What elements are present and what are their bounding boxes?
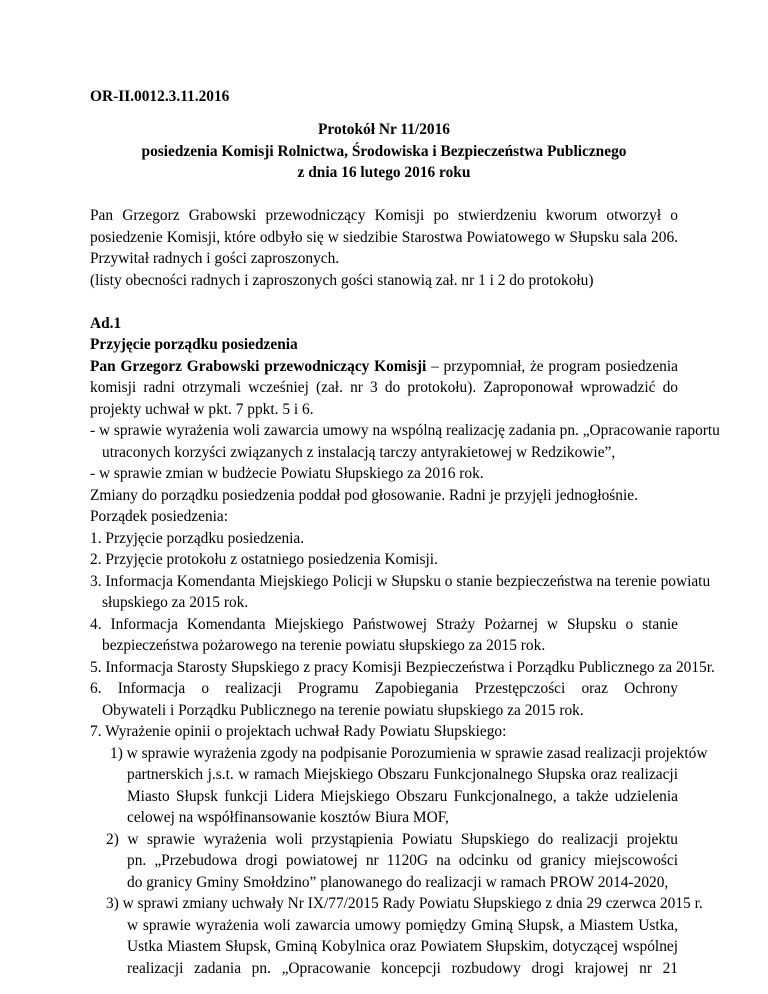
- subitem-1-line-1: 1) w sprawie wyrażenia zgody na podpisanie Porozumienia w sprawie zasad realizacji projektów: [110, 744, 708, 762]
- agenda-item-4-line-1: 4. Informacja Komendanta Miejskiego Państwowej Straży Pożarnej w Słupsku o stanie: [90, 615, 678, 633]
- agenda-item-1: 1. Przyjęcie porządku posiedzenia.: [90, 529, 305, 547]
- agenda-item-7: 7. Wyrażenie opinii o projektach uchwał Rady Powiatu Słupskiego:: [90, 723, 507, 740]
- agenda-item-5: 5. Informacja Starosty Słupskiego z pracy Komisji Bezpieczeństwa i Porządku Publicznego za 2015r.: [90, 658, 715, 676]
- agenda-item-6-line-2: Obywateli i Porządku Publicznego na terenie powiatu słupskiego za 2015 rok.: [102, 701, 584, 719]
- changes-vote-text: Zmiany do porządku posiedzenia poddał pod głosowanie. Radni je przyjęli jednogłośnie.: [90, 486, 638, 504]
- agenda-item-3-line-1: 3. Informacja Komendanta Miejskiego Policji w Słupsku o stanie bezpieczeństwa na terenie powiatu: [90, 572, 711, 590]
- dash-item-1-line-1: - w sprawie wyrażenia woli zawarcia umowy na wspólną realizację zadania pn. „Opracowanie raportu: [90, 422, 720, 439]
- agenda-item-3-line-2: słupskiego za 2015 rok.: [102, 594, 249, 611]
- intro-line-1: Pan Grzegorz Grabowski przewodniczący Komisji po stwierdzeniu kworum otworzył o: [90, 207, 678, 224]
- subitem-2-line-2: pn. „Przebudowa drogi powiatowej nr 1120G na odcinku od granicy miejscowości: [127, 852, 678, 869]
- agenda-item-2: 2. Przyjęcie protokołu z ostatniego posiedzenia Komisji.: [90, 551, 438, 568]
- dash-item-2: - w sprawie zmian w budżecie Powiatu Słupskiego za 2016 rok.: [90, 465, 484, 482]
- section-subheading: Przyjęcie porządku posiedzenia: [90, 336, 298, 353]
- document-body: [90, 205, 720, 979]
- subitem-1-line-4: celowej na współfinansowanie kosztów Biura MOF,: [127, 809, 449, 826]
- speaker-paragraph-line-2: komisji radni otrzymali wcześniej (zał. nr 3 do protokołu). Zaproponował wprowadzić do: [90, 379, 678, 396]
- speaker-name: Pan Grzegorz Grabowski przewodniczący Komisji: [90, 357, 427, 375]
- subitem-3-line-2: w sprawie wyrażenia woli zawarcia umowy pomiędzy Gminą Słupsk, a Miastem Ustka,: [127, 916, 678, 934]
- title-line-1: Protokół Nr 11/2016: [318, 121, 450, 138]
- agenda-heading: Porządek posiedzenia:: [90, 508, 229, 525]
- title-line-2: posiedzenia Komisji Rolnictwa, Środowiska i Bezpieczeństwa Publicznego: [141, 142, 627, 160]
- subitem-2-line-1: 2) w sprawie wyrażenia woli przystąpienia Powiatu Słupskiego do realizacji projektu: [106, 830, 678, 848]
- agenda-item-6-line-1: 6. Informacja o realizacji Programu Zapobiegania Przestępczości oraz Ochrony: [90, 680, 678, 697]
- subitem-2-line-3: do granicy Gminy Smołdzino” planowanego do realizacji w ramach PROW 2014-2020,: [127, 873, 669, 891]
- intro-line-2: posiedzenie Komisji, które odbyło się w siedzibie Starostwa Powiatowego w Słupsku sala 206.: [90, 228, 678, 246]
- speaker-paragraph-line-3: projekty uchwał w pkt. 7 ppkt. 5 i 6.: [90, 400, 314, 418]
- section-heading: Ad.1: [90, 314, 122, 332]
- subitem-3-line-4: realizacji zadania pn. „Opracowanie koncepcji rozbudowy drogi krajowej nr 21: [127, 959, 678, 977]
- title-line-3: z dnia 16 lutego 2016 roku: [297, 164, 471, 181]
- subitem-3-line-3: Ustka Miastem Słupsk, Gminą Kobylnica oraz Powiatem Słupskim, dotyczącej wspólnej: [127, 938, 678, 955]
- subitem-1-line-2: partnerskich j.s.t. w ramach Miejskiego Obszaru Funkcjonalnego Słupska oraz realizacji: [127, 766, 678, 783]
- intro-line-4: (listy obecności radnych i zaproszonych gości stanowią zał. nr 1 i 2 do protokołu): [90, 271, 594, 289]
- dash-item-1-line-2: utraconych korzyści związanych z instalacją tarczy antyrakietowej w Redzikowie”,: [102, 443, 616, 461]
- intro-line-3: Przywitał radnych i gości zaproszonych.: [90, 250, 340, 267]
- subitem-1-line-3: Miasto Słupsk funkcji Lidera Miejskiego Obszaru Funkcjonalnego, a także udzielenia: [127, 787, 678, 805]
- agenda-item-4-line-2: bezpieczeństwa pożarowego na terenie powiatu słupskiego za 2015 rok.: [102, 637, 546, 654]
- document-title: [90, 119, 678, 184]
- subitem-3-line-1: 3) w sprawi zmiany uchwały Nr IX/77/2015 Rady Powiatu Słupskiego z dnia 29 czerwca 2015 r.: [106, 895, 703, 912]
- speaker-paragraph-line-1: Pan Grzegorz Grabowski przewodniczący Komisji – przypomniał, że program posiedzenia: [90, 357, 678, 375]
- document-reference-number: OR-II.0012.3.11.2016: [90, 88, 230, 105]
